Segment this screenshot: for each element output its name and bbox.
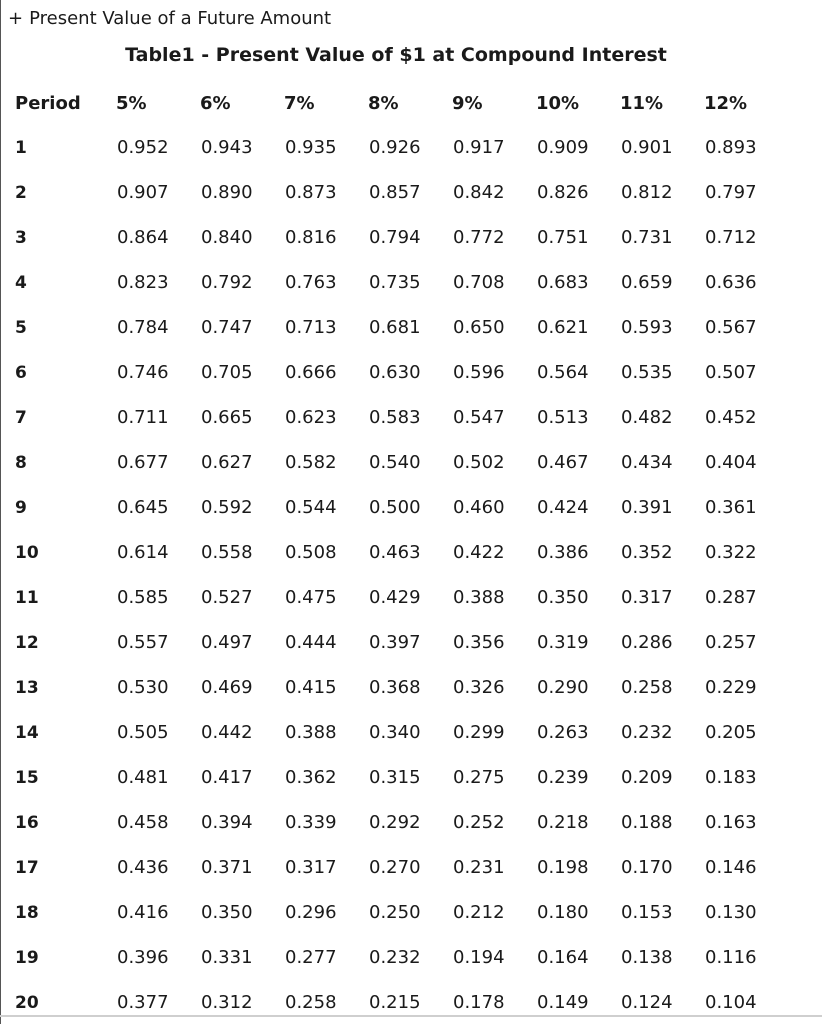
column-header-rate: 8% xyxy=(368,92,399,114)
period-cell: 15 xyxy=(15,767,39,788)
value-cell: 0.481 xyxy=(117,767,169,788)
table-row xyxy=(10,710,788,755)
value-cell: 0.826 xyxy=(537,182,589,203)
value-cell: 0.322 xyxy=(705,542,757,563)
value-cell: 0.530 xyxy=(117,677,169,698)
table-row xyxy=(10,125,788,170)
value-cell: 0.772 xyxy=(453,227,505,248)
value-cell: 0.258 xyxy=(621,677,673,698)
value-cell: 0.326 xyxy=(453,677,505,698)
table-row xyxy=(10,170,788,215)
value-cell: 0.840 xyxy=(201,227,253,248)
period-cell: 16 xyxy=(15,812,39,833)
value-cell: 0.665 xyxy=(201,407,253,428)
value-cell: 0.104 xyxy=(705,992,757,1013)
value-cell: 0.422 xyxy=(453,542,505,563)
value-cell: 0.500 xyxy=(369,497,421,518)
value-cell: 0.713 xyxy=(285,317,337,338)
value-cell: 0.286 xyxy=(621,632,673,653)
value-cell: 0.194 xyxy=(453,947,505,968)
value-cell: 0.444 xyxy=(285,632,337,653)
table-title: Table1 - Present Value of $1 at Compound Interest xyxy=(125,44,667,66)
period-cell: 8 xyxy=(15,452,27,473)
value-cell: 0.180 xyxy=(537,902,589,923)
table-row xyxy=(10,395,788,440)
period-cell: 14 xyxy=(15,722,39,743)
value-cell: 0.277 xyxy=(285,947,337,968)
column-header-rate: 5% xyxy=(116,92,147,114)
value-cell: 0.416 xyxy=(117,902,169,923)
value-cell: 0.535 xyxy=(621,362,673,383)
value-cell: 0.659 xyxy=(621,272,673,293)
value-cell: 0.232 xyxy=(369,947,421,968)
table-row xyxy=(10,530,788,575)
value-cell: 0.361 xyxy=(705,497,757,518)
value-cell: 0.287 xyxy=(705,587,757,608)
table-row xyxy=(10,440,788,485)
bottom-divider xyxy=(0,1015,822,1017)
period-cell: 13 xyxy=(15,677,39,698)
value-cell: 0.198 xyxy=(537,857,589,878)
period-cell: 2 xyxy=(15,182,27,203)
value-cell: 0.873 xyxy=(285,182,337,203)
value-cell: 0.352 xyxy=(621,542,673,563)
value-cell: 0.943 xyxy=(201,137,253,158)
value-cell: 0.317 xyxy=(621,587,673,608)
value-cell: 0.331 xyxy=(201,947,253,968)
value-cell: 0.356 xyxy=(453,632,505,653)
value-cell: 0.592 xyxy=(201,497,253,518)
value-cell: 0.497 xyxy=(201,632,253,653)
value-cell: 0.593 xyxy=(621,317,673,338)
value-cell: 0.747 xyxy=(201,317,253,338)
value-cell: 0.299 xyxy=(453,722,505,743)
value-cell: 0.475 xyxy=(285,587,337,608)
value-cell: 0.153 xyxy=(621,902,673,923)
value-cell: 0.794 xyxy=(369,227,421,248)
value-cell: 0.712 xyxy=(705,227,757,248)
value-cell: 0.178 xyxy=(453,992,505,1013)
value-cell: 0.362 xyxy=(285,767,337,788)
value-cell: 0.146 xyxy=(705,857,757,878)
value-cell: 0.645 xyxy=(117,497,169,518)
value-cell: 0.792 xyxy=(201,272,253,293)
value-cell: 0.442 xyxy=(201,722,253,743)
value-cell: 0.893 xyxy=(705,137,757,158)
table-row xyxy=(10,350,788,395)
value-cell: 0.388 xyxy=(285,722,337,743)
column-header-rate: 11% xyxy=(620,92,664,114)
value-cell: 0.350 xyxy=(201,902,253,923)
value-cell: 0.368 xyxy=(369,677,421,698)
period-cell: 11 xyxy=(15,587,39,608)
value-cell: 0.275 xyxy=(453,767,505,788)
value-cell: 0.188 xyxy=(621,812,673,833)
value-cell: 0.731 xyxy=(621,227,673,248)
value-cell: 0.415 xyxy=(285,677,337,698)
value-cell: 0.215 xyxy=(369,992,421,1013)
value-cell: 0.239 xyxy=(537,767,589,788)
value-cell: 0.907 xyxy=(117,182,169,203)
value-cell: 0.823 xyxy=(117,272,169,293)
value-cell: 0.596 xyxy=(453,362,505,383)
value-cell: 0.317 xyxy=(285,857,337,878)
value-cell: 0.890 xyxy=(201,182,253,203)
value-cell: 0.708 xyxy=(453,272,505,293)
table-row xyxy=(10,215,788,260)
value-cell: 0.711 xyxy=(117,407,169,428)
value-cell: 0.683 xyxy=(537,272,589,293)
value-cell: 0.130 xyxy=(705,902,757,923)
value-cell: 0.784 xyxy=(117,317,169,338)
table-row xyxy=(10,575,788,620)
value-cell: 0.429 xyxy=(369,587,421,608)
value-cell: 0.582 xyxy=(285,452,337,473)
value-cell: 0.952 xyxy=(117,137,169,158)
value-cell: 0.138 xyxy=(621,947,673,968)
value-cell: 0.650 xyxy=(453,317,505,338)
value-cell: 0.170 xyxy=(621,857,673,878)
value-cell: 0.935 xyxy=(285,137,337,158)
value-cell: 0.508 xyxy=(285,542,337,563)
value-cell: 0.564 xyxy=(537,362,589,383)
value-cell: 0.705 xyxy=(201,362,253,383)
value-cell: 0.458 xyxy=(117,812,169,833)
value-cell: 0.735 xyxy=(369,272,421,293)
value-cell: 0.469 xyxy=(201,677,253,698)
value-cell: 0.467 xyxy=(537,452,589,473)
value-cell: 0.627 xyxy=(201,452,253,473)
value-cell: 0.340 xyxy=(369,722,421,743)
value-cell: 0.540 xyxy=(369,452,421,473)
value-cell: 0.116 xyxy=(705,947,757,968)
value-cell: 0.681 xyxy=(369,317,421,338)
value-cell: 0.339 xyxy=(285,812,337,833)
value-cell: 0.901 xyxy=(621,137,673,158)
value-cell: 0.797 xyxy=(705,182,757,203)
value-cell: 0.842 xyxy=(453,182,505,203)
table-row xyxy=(10,980,788,1025)
value-cell: 0.209 xyxy=(621,767,673,788)
value-cell: 0.926 xyxy=(369,137,421,158)
value-cell: 0.746 xyxy=(117,362,169,383)
table-row xyxy=(10,890,788,935)
period-cell: 20 xyxy=(15,992,39,1013)
value-cell: 0.386 xyxy=(537,542,589,563)
value-cell: 0.296 xyxy=(285,902,337,923)
column-header-rate: 7% xyxy=(284,92,315,114)
value-cell: 0.371 xyxy=(201,857,253,878)
value-cell: 0.436 xyxy=(117,857,169,878)
expand-plus-icon[interactable]: + xyxy=(8,7,24,29)
value-cell: 0.396 xyxy=(117,947,169,968)
value-cell: 0.816 xyxy=(285,227,337,248)
value-cell: 0.636 xyxy=(705,272,757,293)
table-row xyxy=(10,665,788,710)
value-cell: 0.513 xyxy=(537,407,589,428)
value-cell: 0.312 xyxy=(201,992,253,1013)
value-cell: 0.623 xyxy=(285,407,337,428)
table-row xyxy=(10,800,788,845)
value-cell: 0.864 xyxy=(117,227,169,248)
value-cell: 0.124 xyxy=(621,992,673,1013)
period-cell: 9 xyxy=(15,497,27,518)
column-header-rate: 10% xyxy=(536,92,580,114)
value-cell: 0.585 xyxy=(117,587,169,608)
period-cell: 5 xyxy=(15,317,27,338)
column-header-period: Period xyxy=(15,92,81,114)
value-cell: 0.292 xyxy=(369,812,421,833)
period-cell: 12 xyxy=(15,632,39,653)
value-cell: 0.164 xyxy=(537,947,589,968)
period-cell: 6 xyxy=(15,362,27,383)
value-cell: 0.502 xyxy=(453,452,505,473)
table-row xyxy=(10,260,788,305)
value-cell: 0.547 xyxy=(453,407,505,428)
table-row xyxy=(10,485,788,530)
value-cell: 0.463 xyxy=(369,542,421,563)
present-value-table xyxy=(10,81,788,1025)
value-cell: 0.917 xyxy=(453,137,505,158)
value-cell: 0.544 xyxy=(285,497,337,518)
value-cell: 0.232 xyxy=(621,722,673,743)
value-cell: 0.212 xyxy=(453,902,505,923)
value-cell: 0.397 xyxy=(369,632,421,653)
value-cell: 0.404 xyxy=(705,452,757,473)
value-cell: 0.252 xyxy=(453,812,505,833)
value-cell: 0.666 xyxy=(285,362,337,383)
value-cell: 0.424 xyxy=(537,497,589,518)
value-cell: 0.263 xyxy=(537,722,589,743)
value-cell: 0.231 xyxy=(453,857,505,878)
expand-section-toggle[interactable] xyxy=(8,6,331,30)
period-cell: 10 xyxy=(15,542,39,563)
value-cell: 0.149 xyxy=(537,992,589,1013)
section-heading[interactable]: Present Value of a Future Amount xyxy=(29,7,332,29)
value-cell: 0.630 xyxy=(369,362,421,383)
table-row xyxy=(10,845,788,890)
table-header-row xyxy=(10,81,788,125)
value-cell: 0.229 xyxy=(705,677,757,698)
value-cell: 0.482 xyxy=(621,407,673,428)
column-header-rate: 9% xyxy=(452,92,483,114)
value-cell: 0.319 xyxy=(537,632,589,653)
table-row xyxy=(10,755,788,800)
left-border xyxy=(0,0,1,1024)
value-cell: 0.621 xyxy=(537,317,589,338)
value-cell: 0.857 xyxy=(369,182,421,203)
table-row xyxy=(10,305,788,350)
period-cell: 7 xyxy=(15,407,27,428)
period-cell: 17 xyxy=(15,857,39,878)
value-cell: 0.377 xyxy=(117,992,169,1013)
value-cell: 0.527 xyxy=(201,587,253,608)
column-header-rate: 6% xyxy=(200,92,231,114)
value-cell: 0.557 xyxy=(117,632,169,653)
value-cell: 0.909 xyxy=(537,137,589,158)
value-cell: 0.614 xyxy=(117,542,169,563)
value-cell: 0.505 xyxy=(117,722,169,743)
value-cell: 0.452 xyxy=(705,407,757,428)
value-cell: 0.751 xyxy=(537,227,589,248)
value-cell: 0.183 xyxy=(705,767,757,788)
table-body xyxy=(10,125,788,1025)
value-cell: 0.350 xyxy=(537,587,589,608)
value-cell: 0.763 xyxy=(285,272,337,293)
value-cell: 0.507 xyxy=(705,362,757,383)
value-cell: 0.583 xyxy=(369,407,421,428)
table-row xyxy=(10,620,788,665)
value-cell: 0.163 xyxy=(705,812,757,833)
value-cell: 0.205 xyxy=(705,722,757,743)
value-cell: 0.391 xyxy=(621,497,673,518)
value-cell: 0.677 xyxy=(117,452,169,473)
value-cell: 0.290 xyxy=(537,677,589,698)
value-cell: 0.258 xyxy=(285,992,337,1013)
value-cell: 0.434 xyxy=(621,452,673,473)
value-cell: 0.270 xyxy=(369,857,421,878)
period-cell: 4 xyxy=(15,272,27,293)
value-cell: 0.558 xyxy=(201,542,253,563)
table-row xyxy=(10,935,788,980)
period-cell: 19 xyxy=(15,947,39,968)
value-cell: 0.394 xyxy=(201,812,253,833)
period-cell: 18 xyxy=(15,902,39,923)
value-cell: 0.315 xyxy=(369,767,421,788)
value-cell: 0.250 xyxy=(369,902,421,923)
value-cell: 0.567 xyxy=(705,317,757,338)
value-cell: 0.218 xyxy=(537,812,589,833)
value-cell: 0.417 xyxy=(201,767,253,788)
column-header-rate: 12% xyxy=(704,92,748,114)
value-cell: 0.257 xyxy=(705,632,757,653)
period-cell: 1 xyxy=(15,137,27,158)
period-cell: 3 xyxy=(15,227,27,248)
value-cell: 0.460 xyxy=(453,497,505,518)
value-cell: 0.812 xyxy=(621,182,673,203)
value-cell: 0.388 xyxy=(453,587,505,608)
